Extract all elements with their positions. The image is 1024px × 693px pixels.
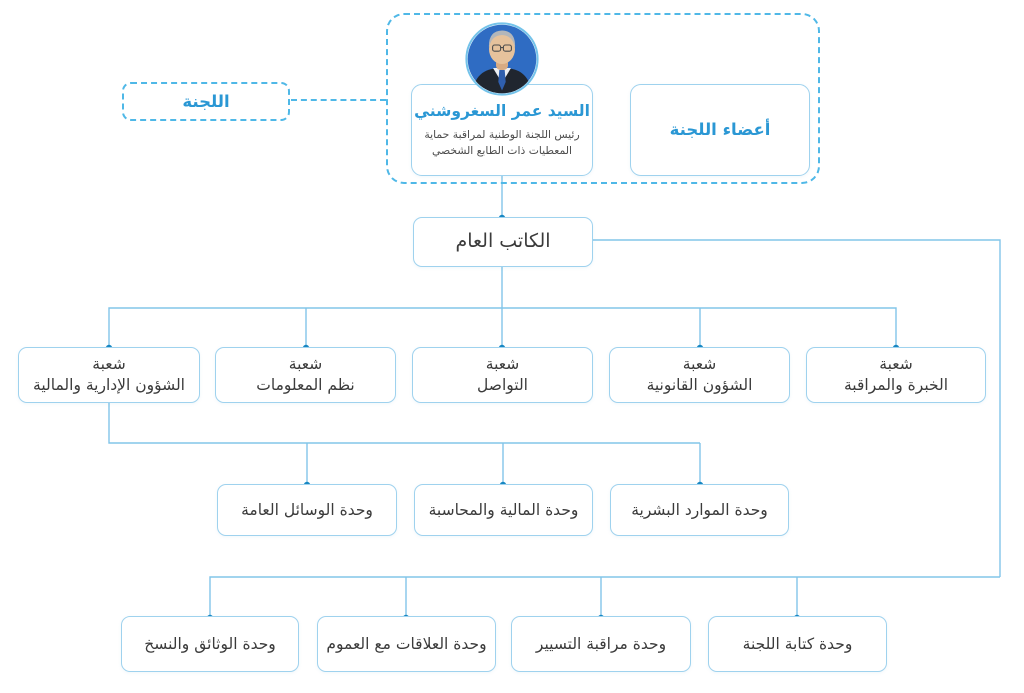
unit-node-management-control: وحدة مراقبة التسيير [511,616,691,672]
president-name: السيد عمر السغروشني [414,102,590,120]
committee-node [122,82,290,121]
unit-node-public-relations: وحدة العلاقات مع العموم [317,616,496,672]
unit-node-general-means: وحدة الوسائل العامة [217,484,397,536]
president-card [411,84,593,176]
division-node-expertise-control: شعبة الخبرة والمراقبة [806,347,986,403]
division-node-legal-affairs: شعبة الشؤون القانونية [609,347,790,403]
members-node [630,84,810,176]
division-node-communication: شعبة التواصل [412,347,593,403]
committee-node-label: اللجنة [182,92,230,111]
unit-node-documents-copying: وحدة الوثائق والنسخ [121,616,299,672]
members-node-label: أعضاء اللجنة [669,119,771,139]
president-title: رئيس اللجنة الوطنية لمراقبة حماية المعطيات ذات الطابع الشخصي [424,127,580,158]
division-node-information-systems: شعبة نظم المعلومات [215,347,396,403]
unit-node-human-resources: وحدة الموارد البشرية [610,484,789,536]
secretary-general-label: الكاتب العام [455,230,551,253]
unit-node-finance-accounting: وحدة المالية والمحاسبة [414,484,593,536]
division-node-admin-finance: شعبة الشؤون الإدارية والمالية [18,347,200,403]
committee-dashed-link [291,99,386,101]
secretary-general-node [413,217,593,267]
president-photo [465,22,539,96]
unit-node-committee-secretariat: وحدة كتابة اللجنة [708,616,887,672]
